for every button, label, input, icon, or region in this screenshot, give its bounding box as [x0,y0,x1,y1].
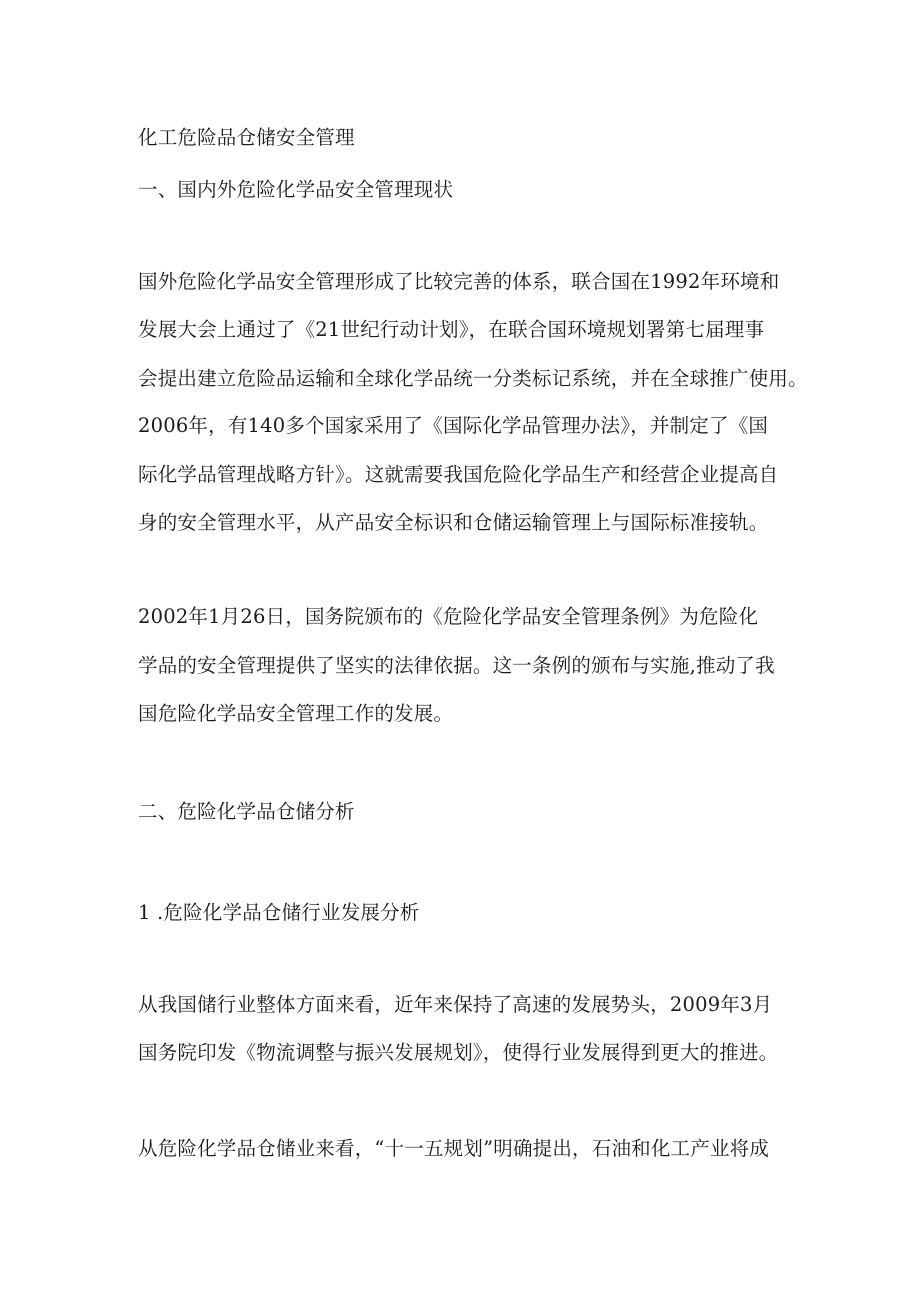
section-1-heading: 一、国内外危险化学品安全管理现状 [138,178,454,201]
paragraph-line: 身的安全管理水平，从产品安全标识和仓储运输管理上与国际标准接轨。 [138,511,769,534]
subsection-1-heading: 1 .危险化学品仓储行业发展分析 [138,901,420,924]
paragraph-line: 国务院印发《物流调整与振兴发展规划》，使得行业发展得到更大的推进。 [138,1041,779,1064]
paragraph-line: 国外危险化学品安全管理形成了比较完善的体系，联合国在1992年环境和 [138,270,780,293]
paragraph-line: 发展大会上通过了《21世纪行动计划》，在联合国环境规划署第七届理事 [138,318,765,341]
paragraph-line: 从我国储行业整体方面来看，近年来保持了高速的发展势头，2009年3月 [138,993,773,1016]
section-2-heading: 二、危险化学品仓储分析 [138,800,355,823]
paragraph-line: 国危险化学品安全管理工作的发展。 [138,702,454,725]
paragraph-line: 学品的安全管理提供了坚实的法律依据。这一条例的颁布与实施,推动了我 [138,654,775,677]
document-title: 化工危险品仓储安全管理 [138,126,355,149]
paragraph-line: 2002年1月26日，国务院颁布的《危险化学品安全管理条例》为危险化 [138,605,759,628]
paragraph-line: 2006年，有140多个国家采用了《国际化学品管理办法》，并制定了《国 [138,414,769,437]
paragraph-line: 会提出建立危险品运输和全球化学品统一分类标记系统，并在全球推广使用。 [138,367,808,390]
paragraph-line: 从危险化学品仓储业来看，“十一五规划”明确提出，石油和化工产业将成 [138,1137,770,1160]
paragraph-line: 际化学品管理战略方针》。这就需要我国危险化学品生产和经营企业提高自 [138,463,779,486]
